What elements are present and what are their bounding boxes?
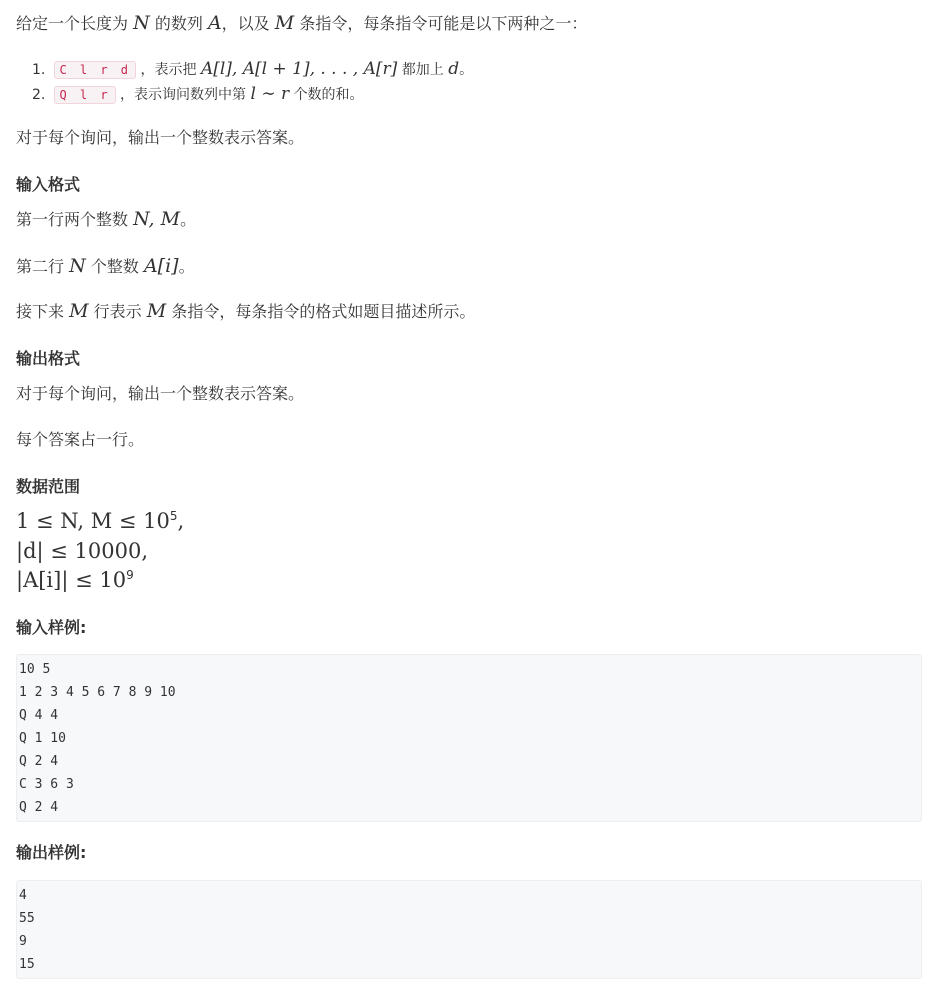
var-n: N bbox=[69, 255, 86, 277]
range-math: |d| ≤ 10000, bbox=[16, 539, 149, 563]
op-text: ，表示询问数列中第 bbox=[120, 87, 247, 103]
intro-text-2: 的数列 bbox=[154, 14, 203, 33]
op-text: 个数的和。 bbox=[293, 87, 364, 103]
op-var: d bbox=[448, 59, 460, 79]
exponent: 5 bbox=[169, 509, 178, 523]
input-line-2 bbox=[16, 253, 920, 280]
range-line-2 bbox=[16, 536, 920, 566]
op-text: 。 bbox=[459, 62, 474, 78]
range-heading: 数据范围 bbox=[16, 477, 81, 496]
text: 行表示 bbox=[93, 302, 142, 321]
var-m: M bbox=[146, 300, 167, 322]
output-line-1: 对于每个询问，输出一个整数表示答案。 bbox=[16, 384, 305, 403]
op-text: ，表示把 bbox=[140, 62, 197, 78]
operation-item bbox=[32, 82, 936, 107]
intro-text-3: ，以及 bbox=[221, 14, 270, 33]
input-format-heading: 输入格式 bbox=[16, 175, 81, 194]
op-math: l ∼ r bbox=[250, 84, 290, 104]
output-format-heading: 输出格式 bbox=[16, 349, 81, 368]
range-math: |A[i]| ≤ 10 bbox=[16, 568, 127, 592]
math-n-m: N, M bbox=[133, 208, 181, 230]
query-note: 对于每个询问，输出一个整数表示答案。 bbox=[16, 128, 305, 147]
inline-code: C l r d bbox=[54, 61, 136, 79]
output-line-2: 每个答案占一行。 bbox=[16, 430, 145, 449]
range-line-3 bbox=[16, 565, 920, 595]
math-a-i: A[i] bbox=[143, 255, 179, 277]
text: 个整数 bbox=[90, 257, 139, 276]
text: 条指令，每条指令的格式如题目描述所示。 bbox=[171, 302, 476, 321]
sample-input-heading: 输入样例: bbox=[16, 618, 87, 637]
operation-list bbox=[16, 57, 936, 107]
var-n: N bbox=[133, 12, 150, 34]
text: 接下来 bbox=[16, 302, 65, 321]
list-number: 2. bbox=[32, 87, 46, 103]
text: 。 bbox=[178, 257, 195, 276]
intro-text-4: 条指令，每条指令可能是以下两种之一： bbox=[299, 14, 588, 33]
exponent: 9 bbox=[126, 568, 134, 582]
comma: , bbox=[177, 509, 185, 533]
sample-output-heading: 输出样例: bbox=[16, 843, 87, 862]
input-line-1 bbox=[16, 206, 920, 233]
range-math: 1 ≤ N, M ≤ 10 bbox=[16, 509, 170, 533]
op-math: A[l], A[l + 1], . . . , A[r] bbox=[200, 59, 398, 79]
inline-code: Q l r bbox=[54, 86, 115, 104]
range-line-1 bbox=[16, 506, 920, 536]
text: 第一行两个整数 bbox=[16, 210, 129, 229]
var-a: A bbox=[207, 12, 222, 34]
text: 第二行 bbox=[16, 257, 65, 276]
op-text: 都加上 bbox=[401, 62, 444, 78]
var-m: M bbox=[274, 12, 295, 34]
var-m: M bbox=[69, 300, 89, 322]
intro-paragraph bbox=[16, 10, 920, 37]
sample-output-code[interactable]: 4 55 9 15 bbox=[16, 880, 922, 979]
operation-item bbox=[32, 57, 936, 82]
text: 。 bbox=[180, 210, 197, 229]
intro-text-1: 给定一个长度为 bbox=[16, 14, 129, 33]
sample-input-code[interactable]: 10 5 1 2 3 4 5 6 7 8 9 10 Q 4 4 Q 1 10 Q 2 4 C 3 6 3 Q 2 4 bbox=[16, 654, 922, 822]
list-number: 1. bbox=[32, 62, 46, 78]
input-line-3 bbox=[16, 298, 920, 325]
